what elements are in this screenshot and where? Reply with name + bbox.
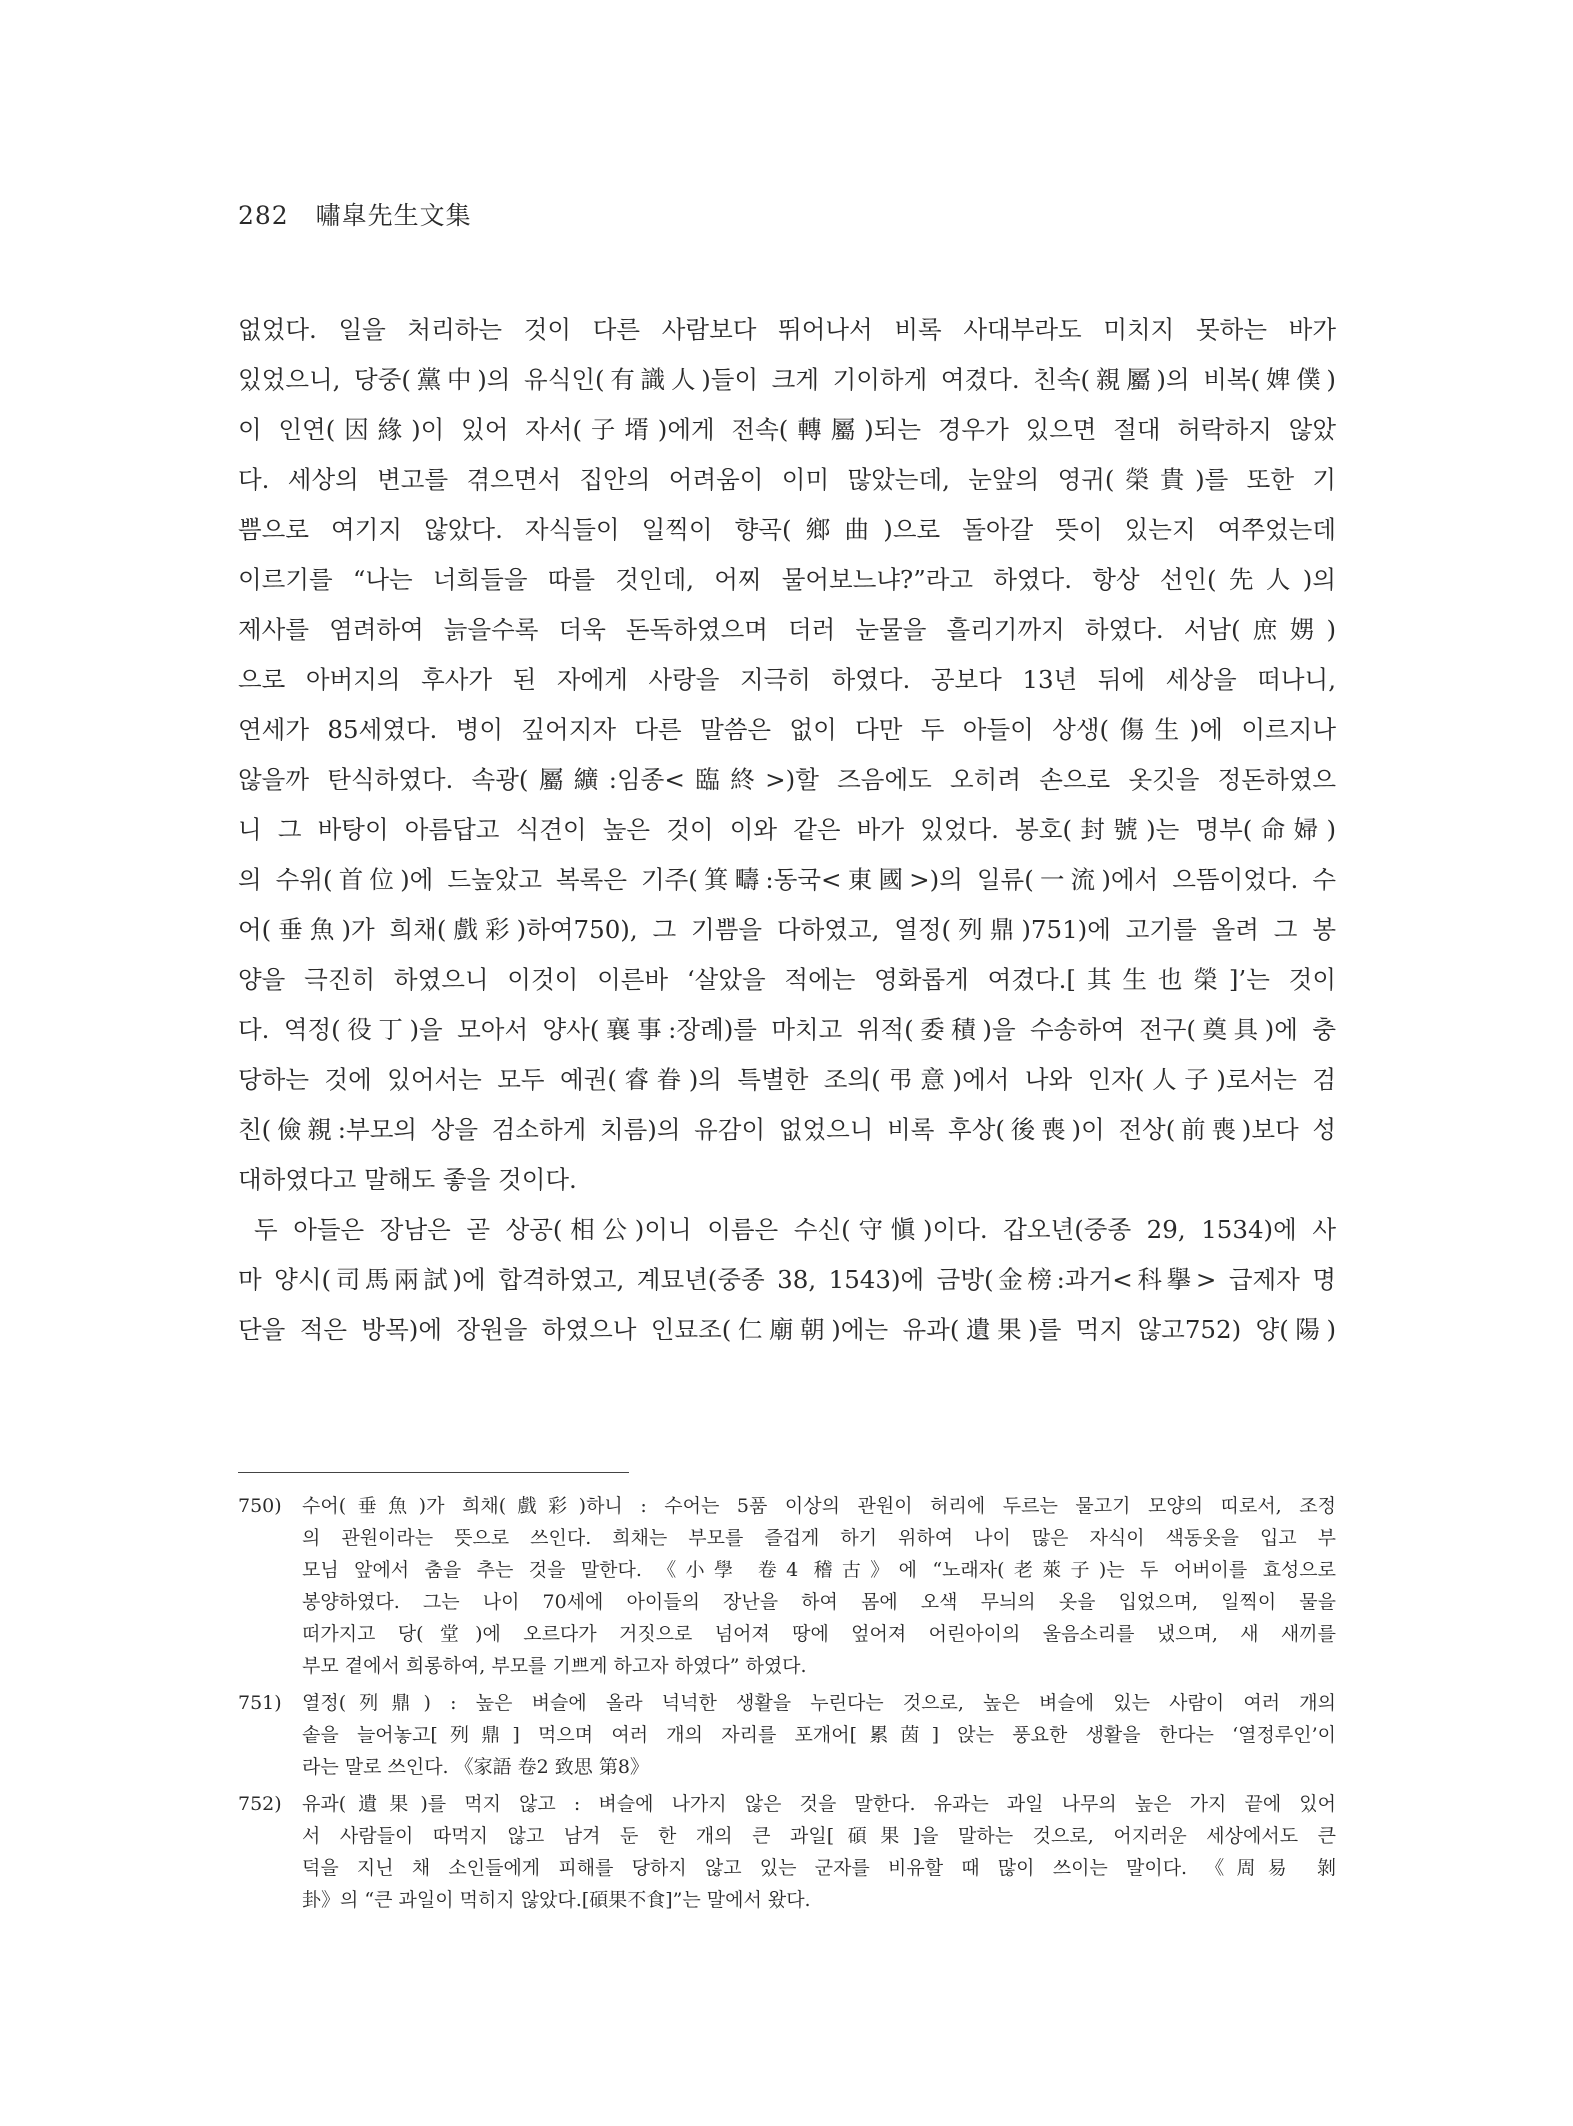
text-line: 니 그 바탕이 아름답고 식견이 높은 것이 이와 같은 바가 있었다. 봉호(封號)는 명부(命婦): [238, 815, 1336, 844]
text-line: 다. 세상의 변고를 겪으면서 집안의 어려움이 이미 많았는데, 눈앞의 영귀(榮貴)를 또한 기: [238, 465, 1336, 494]
footnote-line: 수어(垂魚)가 희채(戲彩)하니 : 수어는 5품 이상의 관원이 허리에 두르는 물고기 모양의 띠로서, 조정: [302, 1495, 1336, 1517]
footnote-750: [238, 1490, 1336, 1682]
footnote-751: [238, 1687, 1336, 1783]
footnote-line: 서 사람들이 따먹지 않고 남겨 둔 한 개의 큰 과일[碩果]을 말하는 것으로, 어지러운 세상에서도 큰: [302, 1825, 1336, 1847]
text-line: 다. 역정(役丁)을 모아서 양사(襄事:장례)를 마치고 위적(委積)을 수송하여 전구(奠具)에 충: [238, 1015, 1336, 1044]
footnote-number: 751): [238, 1692, 282, 1714]
text-line: 어(垂魚)가 희채(戲彩)하여750), 그 기쁨을 다하였고, 열정(列鼎)751)에 고기를 올려 그 봉: [238, 915, 1336, 944]
footnote-divider: [238, 1472, 629, 1473]
footnote-number: 752): [238, 1793, 282, 1815]
text-line: 이르기를 “나는 너희들을 따를 것인데, 어찌 물어보느냐?”라고 하였다. 항상 선인(先人)의: [238, 565, 1336, 594]
text-line: 의 수위(首位)에 드높았고 복록은 기주(箕疇:동국<東國>)의 일류(一流)에서 으뜸이었다. 수: [238, 865, 1336, 894]
footnote-line: 유과(遺果)를 먹지 않고 : 벼슬에 나가지 않은 것을 말한다. 유과는 과일 나무의 높은 가지 끝에 있어: [302, 1793, 1336, 1815]
text-line: 있었으니, 당중(黨中)의 유식인(有識人)들이 크게 기이하게 여겼다. 친속(親屬)의 비복(婢僕): [238, 365, 1336, 394]
footnote-line: 라는 말로 쓰인다. 《家語 卷2 致思 第8》: [302, 1756, 649, 1778]
footnote-line: 모님 앞에서 춤을 추는 것을 말한다. 《小學 卷4 稽古》에 “노래자(老萊子)는 두 어버이를 효성으로: [302, 1559, 1336, 1581]
text-line: 마 양시(司馬兩試)에 합격하였고, 계묘년(중종 38, 1543)에 금방(金榜:과거<科擧> 급제자 명: [238, 1265, 1336, 1294]
text-line: 연세가 85세였다. 병이 깊어지자 다른 말씀은 없이 다만 두 아들이 상생(傷生)에 이르지나: [238, 715, 1336, 744]
footnote-line: 부모 곁에서 희롱하여, 부모를 기쁘게 하고자 하였다” 하였다.: [302, 1655, 807, 1677]
text-line: 않을까 탄식하였다. 속광(屬纊:임종<臨終>)할 즈음에도 오히려 손으로 옷깃을 정돈하였으: [238, 765, 1336, 794]
text-line: 대하였다고 말해도 좋을 것이다.: [238, 1165, 577, 1194]
text-line: 제사를 염려하여 늙을수록 더욱 돈독하였으며 더러 눈물을 흘리기까지 하였다. 서남(庶娚): [238, 615, 1336, 644]
text-line: 당하는 것에 있어서는 모두 예권(睿眷)의 특별한 조의(弔意)에서 나와 인자(人子)로서는 검: [238, 1065, 1336, 1094]
page-header: [238, 196, 472, 232]
text-line: 이 인연(因緣)이 있어 자서(子壻)에게 전속(轉屬)되는 경우가 있으면 절대 허락하지 않았: [238, 415, 1336, 444]
footnote-line: 卦》의 “큰 과일이 먹히지 않았다.[碩果不食]”는 말에서 왔다.: [302, 1889, 811, 1911]
footnote-line: 덕을 지닌 채 소인들에게 피해를 당하지 않고 있는 군자를 비유할 때 많이 쓰이는 말이다. 《周易 剝: [302, 1857, 1336, 1879]
page-number: 282: [238, 201, 289, 230]
footnote-752: [238, 1788, 1336, 1916]
footnotes: [238, 1490, 1336, 1921]
text-line: 양을 극진히 하였으니 이것이 이른바 ‘살았을 적에는 영화롭게 여겼다.[其生也榮]’는 것이: [238, 965, 1336, 994]
text-line: 친(儉親:부모의 상을 검소하게 치름)의 유감이 없었으니 비록 후상(後喪)이 전상(前喪)보다 성: [238, 1115, 1336, 1144]
text-line: 단을 적은 방목)에 장원을 하였으나 인묘조(仁廟朝)에는 유과(遺果)를 먹지 않고752) 양(陽): [238, 1315, 1336, 1344]
text-line: 없었다. 일을 처리하는 것이 다른 사람보다 뛰어나서 비록 사대부라도 미치지 못하는 바가: [238, 315, 1336, 344]
book-title: 嘯皐先生文集: [315, 201, 472, 230]
footnote-line: 의 관원이라는 뜻으로 쓰인다. 희채는 부모를 즐겁게 하기 위하여 나이 많은 자식이 색동옷을 입고 부: [302, 1527, 1336, 1549]
footnote-number: 750): [238, 1495, 282, 1517]
text-line: 으로 아버지의 후사가 된 자에게 사랑을 지극히 하였다. 공보다 13년 뒤에 세상을 떠나니,: [238, 665, 1336, 694]
footnote-line: 솥을 늘어놓고[列鼎] 먹으며 여러 개의 자리를 포개어[累茵] 앉는 풍요한 생활을 한다는 ‘열정루인’이: [302, 1724, 1336, 1746]
footnote-line: 봉양하였다. 그는 나이 70세에 아이들의 장난을 하여 몸에 오색 무늬의 옷을 입었으며, 일찍이 물을: [302, 1591, 1336, 1613]
footnote-line: 떠가지고 당(堂)에 오르다가 거짓으로 넘어져 땅에 엎어져 어린아이의 울음소리를 냈으며, 새 새끼를: [302, 1623, 1336, 1645]
text-line: 쁨으로 여기지 않았다. 자식들이 일찍이 향곡(鄉曲)으로 돌아갈 뜻이 있는지 여쭈었는데: [238, 515, 1336, 544]
text-line: 두 아들은 장남은 곧 상공(相公)이니 이름은 수신(守愼)이다. 갑오년(중종 29, 1534)에 사: [254, 1215, 1336, 1244]
footnote-line: 열정(列鼎) : 높은 벼슬에 올라 넉넉한 생활을 누린다는 것으로, 높은 벼슬에 있는 사람이 여러 개의: [302, 1692, 1336, 1714]
main-text: [238, 305, 1336, 1355]
